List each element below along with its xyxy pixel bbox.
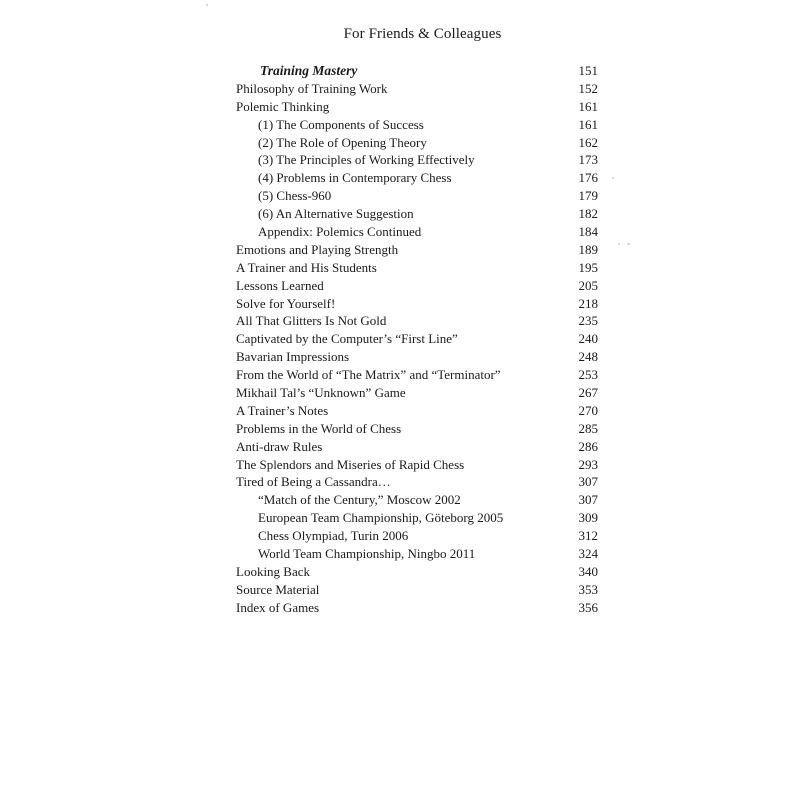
toc-entry <box>236 223 598 241</box>
toc-entry-title: (4) Problems in Contemporary Chess <box>258 170 452 186</box>
toc-entry-page-number: 307 <box>578 474 598 490</box>
toc-entry-page-number: 248 <box>578 349 598 365</box>
toc-entry-title: From the World of “The Matrix” and “Terminator” <box>236 367 501 383</box>
toc-entry <box>236 563 598 581</box>
toc-entry-page-number: 240 <box>578 331 598 347</box>
toc-entry <box>236 205 598 223</box>
toc-entry-title: Index of Games <box>236 599 320 615</box>
toc-entry-page-number: 312 <box>578 528 598 544</box>
table-of-contents <box>236 62 598 617</box>
toc-part-heading <box>236 62 598 80</box>
toc-entry-page-number: 218 <box>578 295 598 311</box>
toc-entry-page-number: 307 <box>578 492 598 508</box>
toc-entry-title: European Team Championship, Göteborg 2005 <box>258 510 504 526</box>
toc-entry-title: (1) The Components of Success <box>258 116 424 132</box>
toc-entry <box>236 330 598 348</box>
toc-entry <box>236 473 598 491</box>
toc-entry-title: Tired of Being a Cassandra… <box>236 474 391 490</box>
toc-entry-page-number: 184 <box>578 224 598 240</box>
toc-entry-page-number: 293 <box>578 456 598 472</box>
toc-entry-title: Bavarian Impressions <box>236 349 350 365</box>
toc-entry-title: The Splendors and Miseries of Rapid Chess <box>236 456 465 472</box>
scan-speck <box>612 177 614 179</box>
toc-entry-title: Emotions and Playing Strength <box>236 241 399 257</box>
toc-entry <box>236 151 598 169</box>
toc-entry-page-number: 151 <box>578 63 598 78</box>
toc-entry <box>236 295 598 313</box>
toc-entry <box>236 259 598 277</box>
toc-entry-page-number: 195 <box>578 259 598 275</box>
toc-entry-title: Training Mastery <box>260 63 358 78</box>
toc-entry <box>236 420 598 438</box>
toc-entry-page-number: 161 <box>578 98 598 114</box>
toc-entry-title: (5) Chess-960 <box>258 188 332 204</box>
toc-entry-title: (6) An Alternative Suggestion <box>258 206 414 222</box>
toc-entry-page-number: 324 <box>578 546 598 562</box>
toc-entry-title: Mikhail Tal’s “Unknown” Game <box>236 385 406 401</box>
toc-entry-page-number: 309 <box>578 510 598 526</box>
toc-entry-title: Looking Back <box>236 563 311 579</box>
toc-entry-title: “Match of the Century,” Moscow 2002 <box>258 492 461 508</box>
toc-entry-title: Appendix: Polemics Continued <box>258 224 422 240</box>
toc-entry <box>236 581 598 599</box>
scan-speck <box>627 243 630 245</box>
toc-entry-page-number: 189 <box>578 241 598 257</box>
toc-entry-title: Lessons Learned <box>236 277 324 293</box>
toc-entry <box>236 98 598 116</box>
toc-entry <box>236 384 598 402</box>
toc-entry-page-number: 285 <box>578 420 598 436</box>
toc-entry-title: Source Material <box>236 581 320 597</box>
toc-entry-title: A Trainer’s Notes <box>236 402 329 418</box>
toc-entry <box>236 402 598 420</box>
toc-entry <box>236 366 598 384</box>
toc-entry-page-number: 353 <box>578 581 598 597</box>
toc-entry <box>236 348 598 366</box>
toc-entry-title: (3) The Principles of Working Effectively <box>258 152 475 168</box>
toc-entry-page-number: 161 <box>578 116 598 132</box>
toc-entry-page-number: 176 <box>578 170 598 186</box>
toc-entry <box>236 491 598 509</box>
toc-entry-page-number: 286 <box>578 438 598 454</box>
running-header: For Friends & Colleagues <box>343 26 502 42</box>
toc-entry-page-number: 253 <box>578 367 598 383</box>
toc-entry-page-number: 205 <box>578 277 598 293</box>
toc-entry <box>236 438 598 456</box>
toc-entry <box>236 545 598 563</box>
toc-entry-title: World Team Championship, Ningbo 2011 <box>258 546 476 562</box>
scan-speck <box>206 4 208 6</box>
toc-entry <box>236 241 598 259</box>
toc-entry-title: Problems in the World of Chess <box>236 420 402 436</box>
toc-entry-title: (2) The Role of Opening Theory <box>258 134 427 150</box>
toc-entry-title: Captivated by the Computer’s “First Line” <box>236 331 458 347</box>
toc-entry <box>236 80 598 98</box>
toc-entry-title: Chess Olympiad, Turin 2006 <box>258 528 409 544</box>
toc-entry-title: Solve for Yourself! <box>236 295 336 311</box>
toc-entry-page-number: 356 <box>578 599 598 615</box>
toc-entry-page-number: 162 <box>578 134 598 150</box>
toc-entry-title: A Trainer and His Students <box>236 259 377 275</box>
toc-entry-page-number: 270 <box>578 402 598 418</box>
toc-entry-page-number: 173 <box>578 152 598 168</box>
toc-entry <box>236 527 598 545</box>
toc-entry <box>236 169 598 187</box>
toc-entry-page-number: 179 <box>578 188 598 204</box>
toc-entry <box>236 277 598 295</box>
scan-speck <box>618 243 620 245</box>
toc-entry-page-number: 182 <box>578 206 598 222</box>
toc-entry <box>236 599 598 617</box>
toc-entry <box>236 312 598 330</box>
toc-entry <box>236 116 598 134</box>
toc-entry-page-number: 267 <box>578 385 598 401</box>
toc-entry <box>236 134 598 152</box>
toc-entry-page-number: 152 <box>578 80 598 96</box>
toc-entry-title: Philosophy of Training Work <box>236 80 388 96</box>
toc-entry <box>236 187 598 205</box>
toc-entry-page-number: 340 <box>578 563 598 579</box>
toc-entry-page-number: 235 <box>578 313 598 329</box>
toc-entry <box>236 456 598 474</box>
toc-entry <box>236 509 598 527</box>
toc-entry-title: Polemic Thinking <box>236 98 330 114</box>
toc-entry-title: All That Glitters Is Not Gold <box>236 313 387 329</box>
toc-entry-title: Anti-draw Rules <box>236 438 323 454</box>
